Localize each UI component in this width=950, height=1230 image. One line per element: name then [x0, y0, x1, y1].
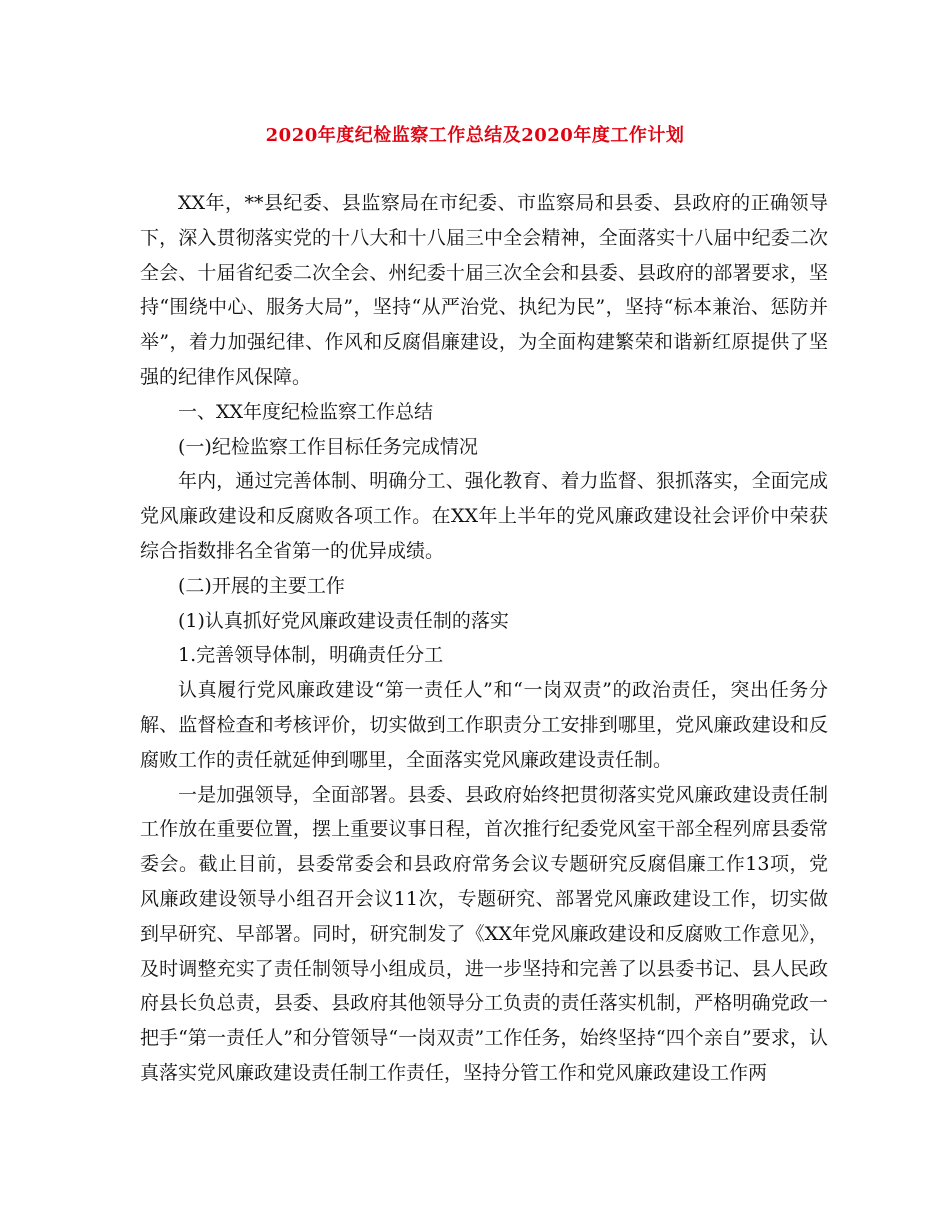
paragraph-intro: XX年，**县纪委、县监察局在市纪委、市监察局和县委、县政府的正确领导下，深入贯彻落实党的十八大和十八届三中全会精神，全面落实十八届中纪委二次全会、十届省纪委二次全会、州纪委十届三次全会和县委、县政府的部署要求，坚持“围绕中心、服务大局”，坚持“从严治党、执纪为民”，坚持“标本兼治、惩防并举”，着力加强纪律、作风和反腐倡廉建设，为全面构建繁荣和谐新红原提供了坚强的纪律作风保障。 [140, 192, 828, 388]
paragraph-leadership: 一是加强领导，全面部署。县委、县政府始终把贯彻落实党风廉政建设责任制工作放在重要位置，摆上重要议事日程，首次推行纪委党风室干部全程列席县委常委会。截止目前，县委常委会和县政府常务会议专题研究反腐倡廉工作13项，党风廉政建设领导小组召开会议11次，专题研究、部署党风廉政建设工作，切实做到早研究、早部署。同时，研究制发了《XX年党风廉政建设和反腐败工作意见》，及时调整充实了责任制领导小组成员，进一步坚持和完善了以县委书记、县人民政府县长负总责，县委、县政府其他领导分工负责的责任落实机制，严格明确党政一把手“第一责任人”和分管领导“一岗双责”工作任务，始终坚持“四个亲自”要求，认真落实党风廉政建设责任制工作责任，坚持分管工作和党风廉政建设工作两 [140, 783, 828, 1084]
subsection-heading-main-work: (二)开展的主要工作 [178, 574, 345, 597]
subsection-heading-targets: (一)纪检监察工作目标任务完成情况 [178, 435, 478, 458]
document-body [140, 186, 828, 1091]
paragraph-responsibility: 认真履行党风廉政建设“第一责任人”和“一岗双责”的政治责任，突出任务分解、监督检查和考核评价，切实做到工作职责分工安排到哪里，党风廉政建设和反腐败工作的责任就延伸到哪里，全面落实党风廉政建设责任制。 [140, 679, 828, 771]
item-heading-responsibility: (1)认真抓好党风廉政建设责任制的落实 [178, 609, 509, 632]
point-heading-leadership: 1.完善领导体制，明确责任分工 [178, 644, 444, 667]
paragraph-targets: 年内，通过完善体制、明确分工、强化教育、着力监督、狠抓落实，全面完成党风廉政建设和反腐败各项工作。在XX年上半年的党风廉政建设社会评价中荣获综合指数排名全省第一的优异成绩。 [140, 470, 828, 562]
document-title: 2020年度纪检监察工作总结及2020年度工作计划 [265, 125, 685, 146]
section-heading-summary: 一、XX年度纪检监察工作总结 [178, 400, 434, 423]
